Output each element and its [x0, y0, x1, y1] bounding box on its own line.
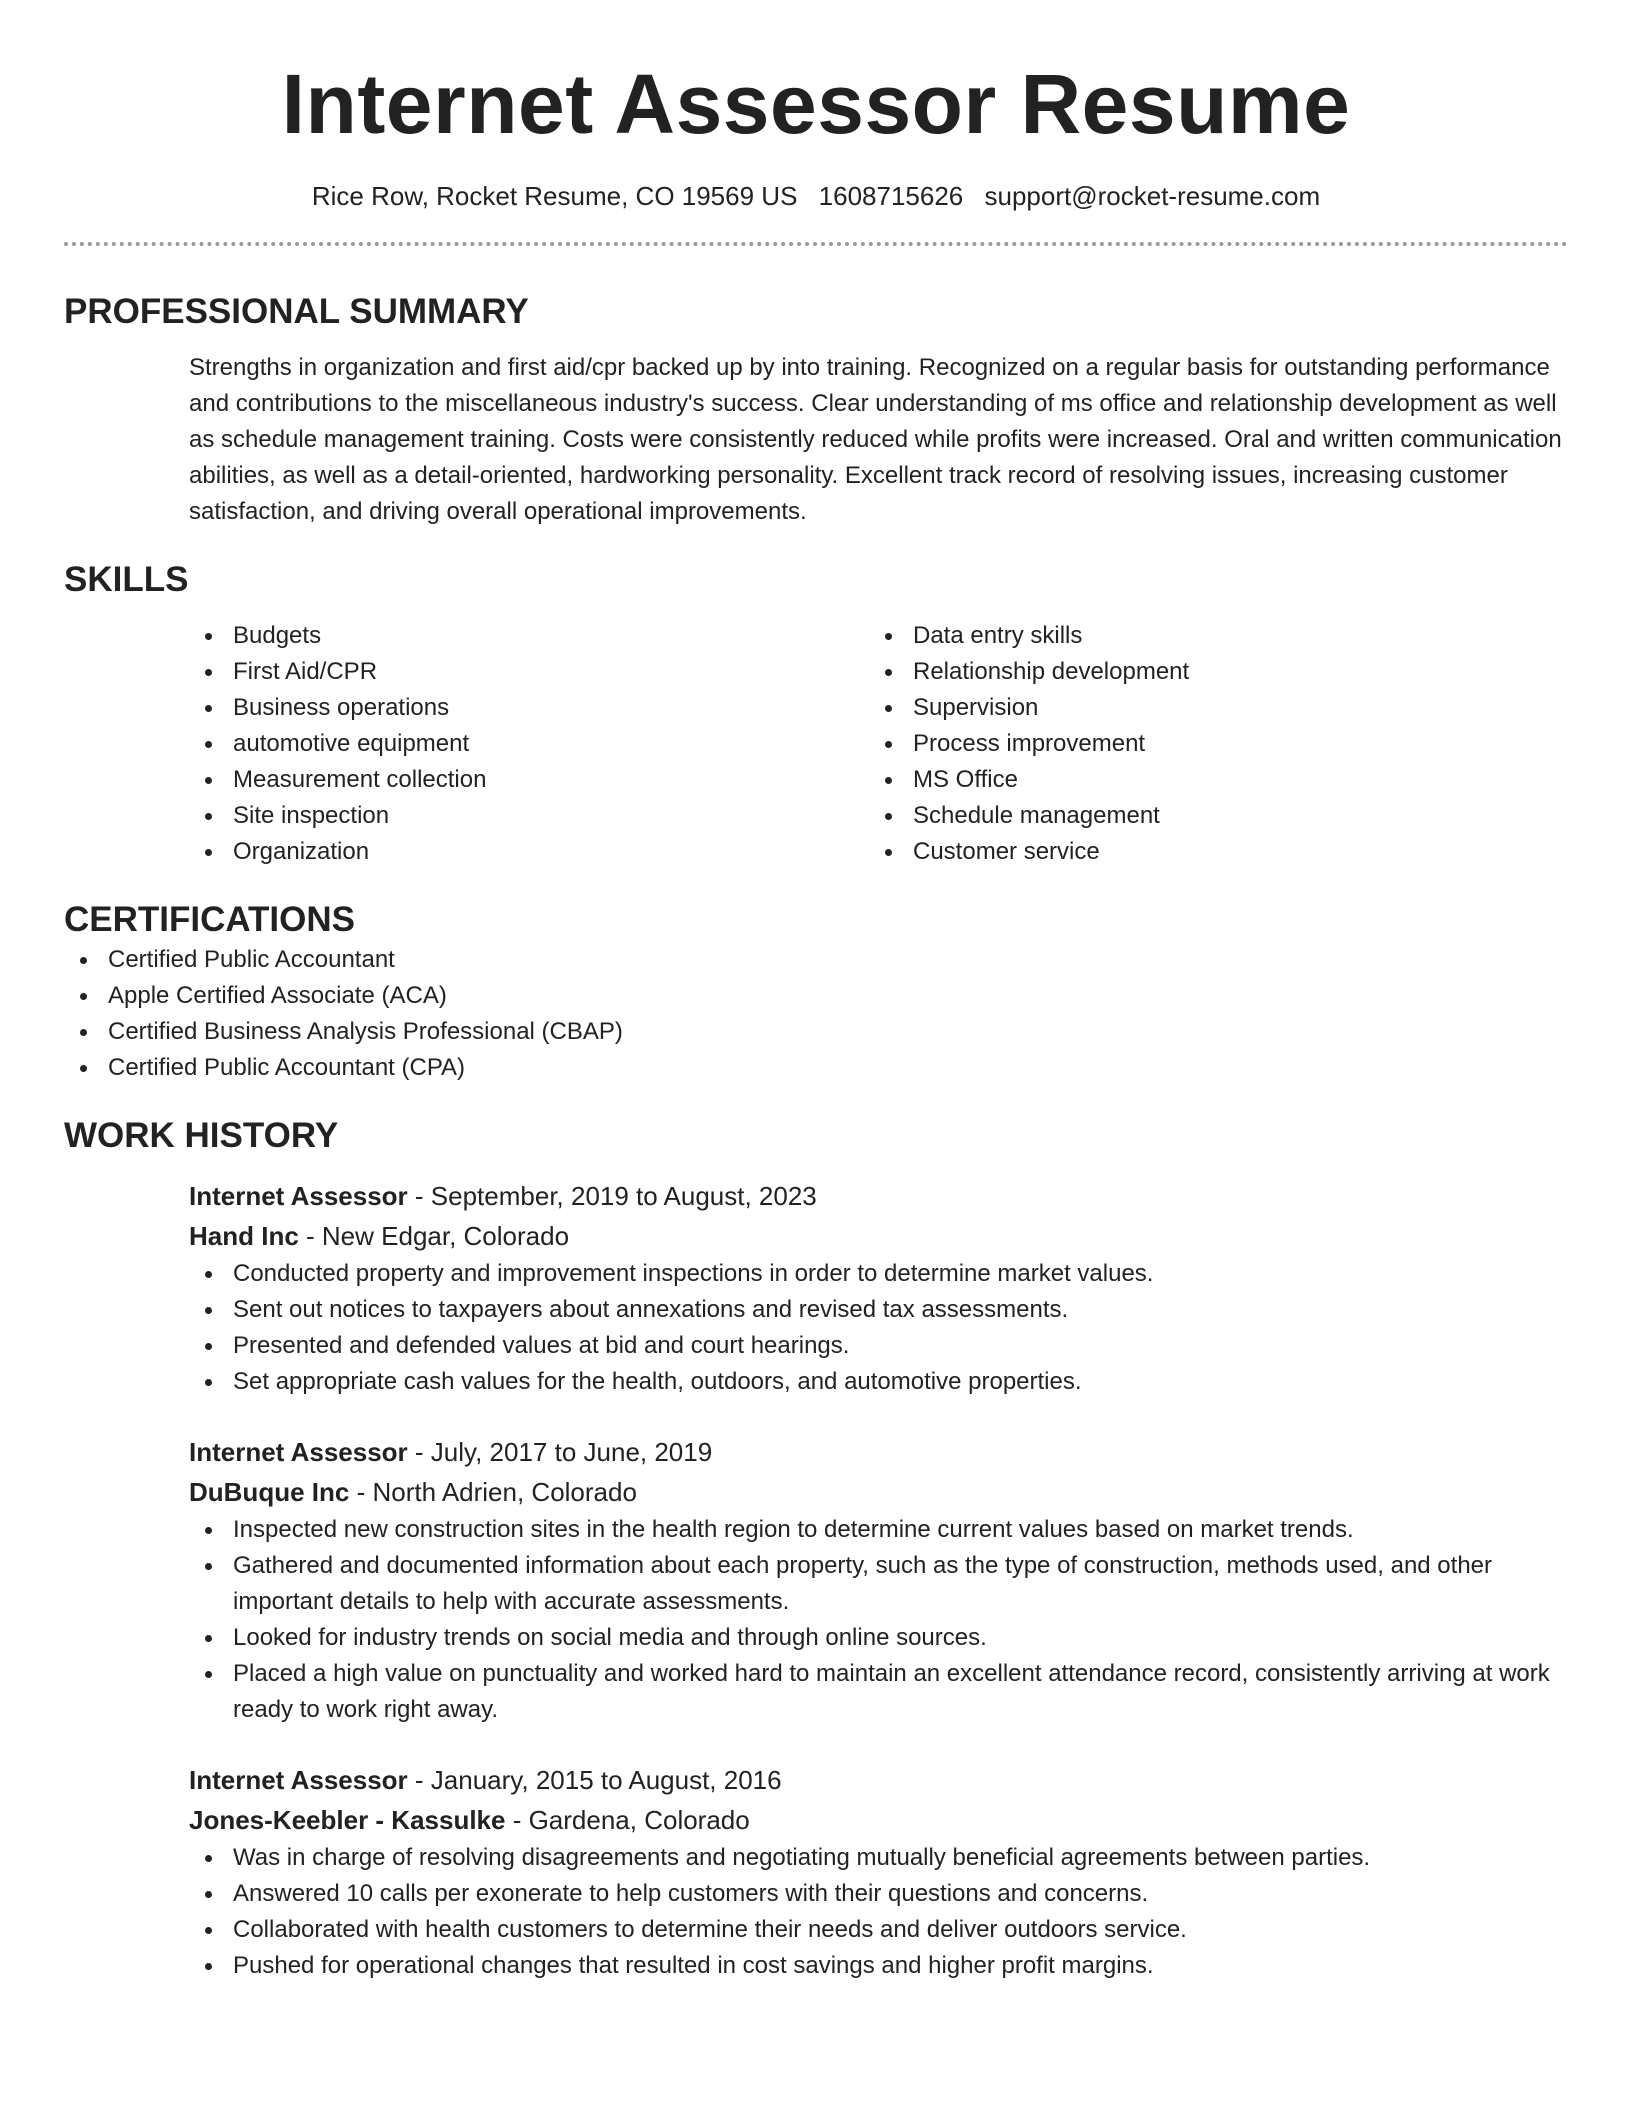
job-location: North Adrien, Colorado	[372, 1477, 637, 1507]
job-dates: September, 2019 to August, 2023	[430, 1181, 817, 1211]
job-dates: July, 2017 to June, 2019	[430, 1437, 713, 1467]
list-item: MS Office	[869, 762, 1549, 798]
list-item: Certified Public Accountant	[64, 942, 1568, 978]
separator: -	[298, 1221, 322, 1251]
list-item: Supervision	[869, 690, 1549, 726]
section-heading-summary: PROFESSIONAL SUMMARY	[64, 292, 529, 331]
list-item: Certified Business Analysis Professional (CBAP)	[64, 1014, 1568, 1050]
list-item: Placed a high value on punctuality and worked hard to maintain an excellent attendance record, consistently arriving at work ready to work right away.	[189, 1656, 1568, 1728]
section-heading-work-history: WORK HISTORY	[64, 1116, 339, 1155]
job-entry	[189, 1176, 1568, 1400]
job-title-line	[189, 1176, 1568, 1216]
list-item: Customer service	[869, 834, 1549, 870]
job-title: Internet Assessor	[189, 1181, 408, 1211]
skills-list-left	[189, 618, 869, 870]
job-company: Hand Inc	[189, 1221, 299, 1251]
job-dates: January, 2015 to August, 2016	[430, 1765, 782, 1795]
job-title: Internet Assessor	[189, 1765, 408, 1795]
work-history-section	[64, 1114, 1568, 1984]
job-company-line	[189, 1216, 1568, 1256]
list-item: Presented and defended values at bid and court hearings.	[189, 1328, 1568, 1364]
job-bullets	[189, 1256, 1568, 1400]
job-company: Jones-Keebler - Kassulke	[189, 1805, 506, 1835]
professional-summary-section	[64, 290, 1568, 530]
list-item: Inspected new construction sites in the health region to determine current values based on market trends.	[189, 1512, 1568, 1548]
resume-title: Internet Assessor Resume	[281, 57, 1351, 151]
separator: -	[349, 1477, 373, 1507]
list-item: First Aid/CPR	[189, 654, 869, 690]
list-item: Sent out notices to taxpayers about annexations and revised tax assessments.	[189, 1292, 1568, 1328]
separator: -	[407, 1181, 431, 1211]
header-divider	[64, 242, 1568, 246]
list-item: Organization	[189, 834, 869, 870]
skills-column-left	[189, 618, 869, 870]
list-item: Set appropriate cash values for the health, outdoors, and automotive properties.	[189, 1364, 1568, 1400]
skills-list-right	[869, 618, 1549, 870]
contact-line	[64, 178, 1568, 214]
job-location: New Edgar, Colorado	[321, 1221, 570, 1251]
list-item: Schedule management	[869, 798, 1549, 834]
list-item: Pushed for operational changes that resulted in cost savings and higher profit margins.	[189, 1948, 1568, 1984]
list-item: Gathered and documented information about each property, such as the type of construction, methods used, and other important details to help with accurate assessments.	[189, 1548, 1568, 1620]
list-item: Process improvement	[869, 726, 1549, 762]
list-item: Measurement collection	[189, 762, 869, 798]
list-item: Collaborated with health customers to determine their needs and deliver outdoors service.	[189, 1912, 1568, 1948]
list-item: Conducted property and improvement inspections in order to determine market values.	[189, 1256, 1568, 1292]
job-title-line	[189, 1432, 1568, 1472]
list-item: Looked for industry trends on social media and through online sources.	[189, 1620, 1568, 1656]
separator: -	[407, 1765, 431, 1795]
job-bullets	[189, 1840, 1568, 1984]
job-location: Gardena, Colorado	[528, 1805, 750, 1835]
list-item: automotive equipment	[189, 726, 869, 762]
job-bullets	[189, 1512, 1568, 1728]
list-item: Site inspection	[189, 798, 869, 834]
list-item: Data entry skills	[869, 618, 1549, 654]
list-item: Was in charge of resolving disagreements and negotiating mutually beneficial agreements between parties.	[189, 1840, 1568, 1876]
list-item: Certified Public Accountant (CPA)	[64, 1050, 1568, 1086]
skills-column-right	[869, 618, 1549, 870]
summary-text: Strengths in organization and first aid/cpr backed up by into training. Recognized on a regular basis for outstanding performance and contributions to the miscellaneous industry's success. Clear understanding of ms office and relationship development as well as schedule management training. Costs were consistently reduced while profits were increased. Oral and written communication abilities, as well as a detail-oriented, hardworking personality. Excellent track record of resolving issues, increasing customer satisfaction, and driving overall operational improvements.	[189, 354, 1562, 525]
certifications-section	[64, 898, 1568, 1086]
contact-phone: 1608715626	[818, 181, 964, 211]
job-title: Internet Assessor	[189, 1437, 408, 1467]
job-entry	[189, 1760, 1568, 1984]
list-item: Apple Certified Associate (ACA)	[64, 978, 1568, 1014]
section-heading-certifications: CERTIFICATIONS	[64, 900, 356, 939]
list-item: Relationship development	[869, 654, 1549, 690]
job-company: DuBuque Inc	[189, 1477, 350, 1507]
separator: -	[505, 1805, 529, 1835]
job-entry	[189, 1432, 1568, 1728]
separator: -	[407, 1437, 431, 1467]
list-item: Budgets	[189, 618, 869, 654]
list-item: Answered 10 calls per exonerate to help customers with their questions and concerns.	[189, 1876, 1568, 1912]
job-company-line	[189, 1472, 1568, 1512]
job-company-line	[189, 1800, 1568, 1840]
list-item: Business operations	[189, 690, 869, 726]
job-title-line	[189, 1760, 1568, 1800]
skills-section	[64, 558, 1568, 870]
certifications-list	[64, 942, 1568, 1086]
section-heading-skills: SKILLS	[64, 560, 189, 599]
contact-address: Rice Row, Rocket Resume, CO 19569 US	[311, 181, 798, 211]
skills-columns	[189, 618, 1568, 870]
contact-email: support@rocket-resume.com	[984, 181, 1321, 211]
